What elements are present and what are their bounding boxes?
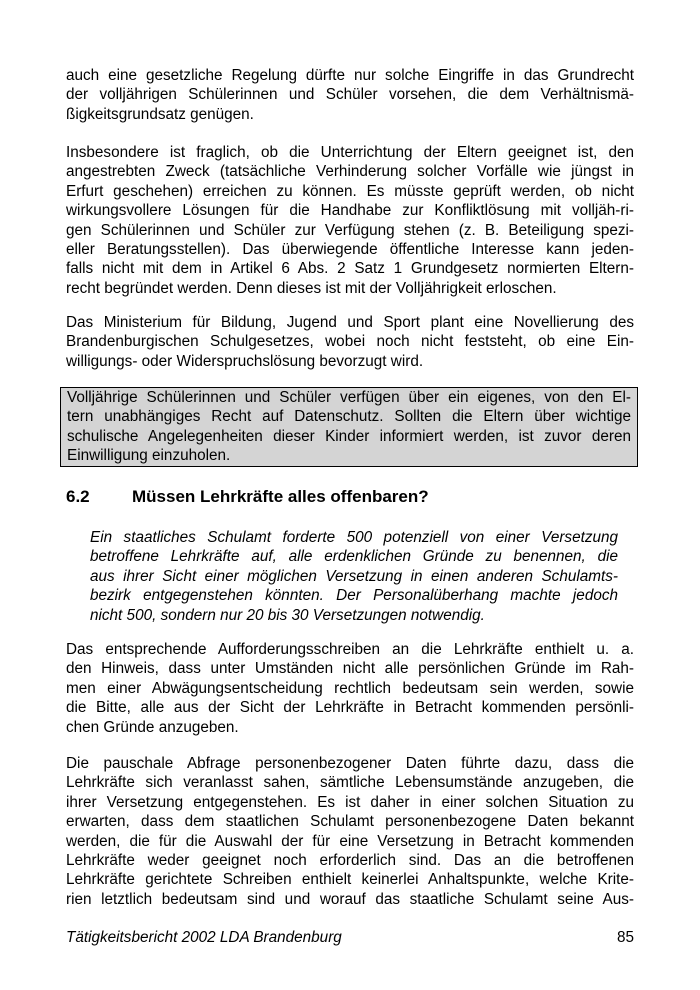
text-line: bezirk entgegenstehen könnten. Der Personalüberhang machte jedoch	[90, 587, 618, 605]
text-line: ihrer Versetzung entgegenstehen. Es ist daher in einer solchen Situation zu	[66, 793, 634, 811]
section-number: 6.2	[66, 487, 90, 506]
paragraph-1	[66, 66, 634, 124]
paragraph-2	[66, 143, 634, 298]
text-line: Lehrkräfte sich veranlasst sahen, sämtliche Lebensumstände anzugeben, die	[66, 774, 634, 792]
paragraph-4	[66, 640, 634, 737]
text-line: chen Gründe anzugeben.	[66, 718, 239, 736]
paragraph-3	[66, 313, 634, 371]
text-line: Einwilligung einzuholen.	[67, 447, 231, 465]
page-footer	[66, 929, 634, 947]
page-number: 85	[616, 929, 634, 946]
text-line: Lehrkräfte weder geeignet noch erforderlich sind. Das an die betroffenen	[66, 852, 634, 870]
text-line: Die pauschale Abfrage personenbezogener Daten führte dazu, dass die	[66, 755, 634, 772]
text-line: Brandenburgischen Schulgesetzes, wobei noch nicht feststeht, ob eine Ein-	[66, 333, 634, 351]
text-line: rien letztlich bedeutsam sind und worauf das staatliche Schulamt seine Aus-	[66, 890, 634, 908]
text-line: men einer Abwägungsentscheidung rechtlich bedeutsam sein werden, sowie	[66, 679, 634, 697]
text-line: wirkungsvollere Lösungen für die Handhabe zur Konfliktlösung mit volljäh-ri-	[66, 202, 634, 220]
section-heading	[66, 487, 429, 507]
text-line: Insbesondere ist fraglich, ob die Unterrichtung der Eltern geeignet ist, den	[66, 144, 634, 161]
text-line: der volljährigen Schülerinnen und Schüler vorsehen, die dem Verhältnismä-	[66, 86, 634, 104]
summary-box	[60, 387, 638, 467]
text-line: willigungs- oder Widerspruchslösung bevorzugt wird.	[66, 352, 424, 370]
text-line: ßigkeitsgrundsatz genügen.	[66, 105, 254, 123]
text-line: Volljährige Schülerinnen und Schüler verfügen über ein eigenes, von den El-	[67, 389, 631, 406]
section-title: Müssen Lehrkräfte alles offenbaren?	[132, 487, 429, 506]
paragraph-5	[66, 754, 634, 909]
text-line: den Hinweis, dass unter Umständen nicht alle persönlichen Gründe im Rah-	[66, 660, 634, 678]
text-line: falls nicht mit dem in Artikel 6 Abs. 2 Satz 1 Grundgesetz normierten Eltern-	[66, 260, 634, 278]
footer-title: Tätigkeitsbericht 2002 LDA Brandenburg	[66, 929, 342, 946]
text-line: Das entsprechende Aufforderungsschreiben an die Lehrkräfte enthielt u. a.	[66, 641, 634, 658]
text-line: aus ihrer Sicht einer möglichen Versetzung in einen anderen Schulamts-	[90, 567, 618, 585]
text-line: betroffene Lehrkräfte auf, alle erdenklichen Gründe zu benennen, die	[90, 548, 618, 566]
text-line: nicht 500, sondern nur 20 bis 30 Versetzungen notwendig.	[90, 606, 485, 624]
text-line: die Bitte, alle aus der Sicht der Lehrkräfte in Betracht kommenden persönli-	[66, 699, 634, 717]
text-line: auch eine gesetzliche Regelung dürfte nur solche Eingriffe in das Grundrecht	[66, 67, 634, 84]
section-abstract	[90, 528, 618, 625]
text-line: angestrebten Zweck (tatsächliche Verhinderung solcher Vorfälle wie jüngst in	[66, 163, 634, 181]
text-line: eller Beratungsstellen). Das überwiegende öffentliche Interesse kann jeden-	[66, 241, 634, 259]
text-line: Erfurt geschehen) erreichen zu können. Es müsste geprüft werden, ob nicht	[66, 182, 634, 200]
text-line: gen Schülerinnen und Schüler zur Verfügung stehen (z. B. Beteiligung spezi-	[66, 221, 634, 239]
text-line: erwarten, dass dem staatlichen Schulamt personenbezogene Daten bekannt	[66, 813, 634, 831]
text-line: tern unabhängiges Recht auf Datenschutz. Sollten die Eltern über wichtige	[67, 408, 631, 426]
text-line: Lehrkräfte gerichtete Schreiben enthielt keinerlei Anhaltspunkte, welche Krite-	[66, 871, 634, 889]
text-line: Das Ministerium für Bildung, Jugend und Sport plant eine Novellierung des	[66, 314, 634, 331]
text-line: werden, die für die Auswahl der für eine Versetzung in Betracht kommenden	[66, 832, 634, 850]
text-line: schulische Angelegenheiten dieser Kinder informiert werden, ist zuvor deren	[67, 427, 631, 445]
text-line: recht begründet werden. Denn dieses ist mit der Volljährigkeit erloschen.	[66, 279, 557, 297]
text-line: Ein staatliches Schulamt forderte 500 potenziell von einer Versetzung	[90, 529, 618, 546]
